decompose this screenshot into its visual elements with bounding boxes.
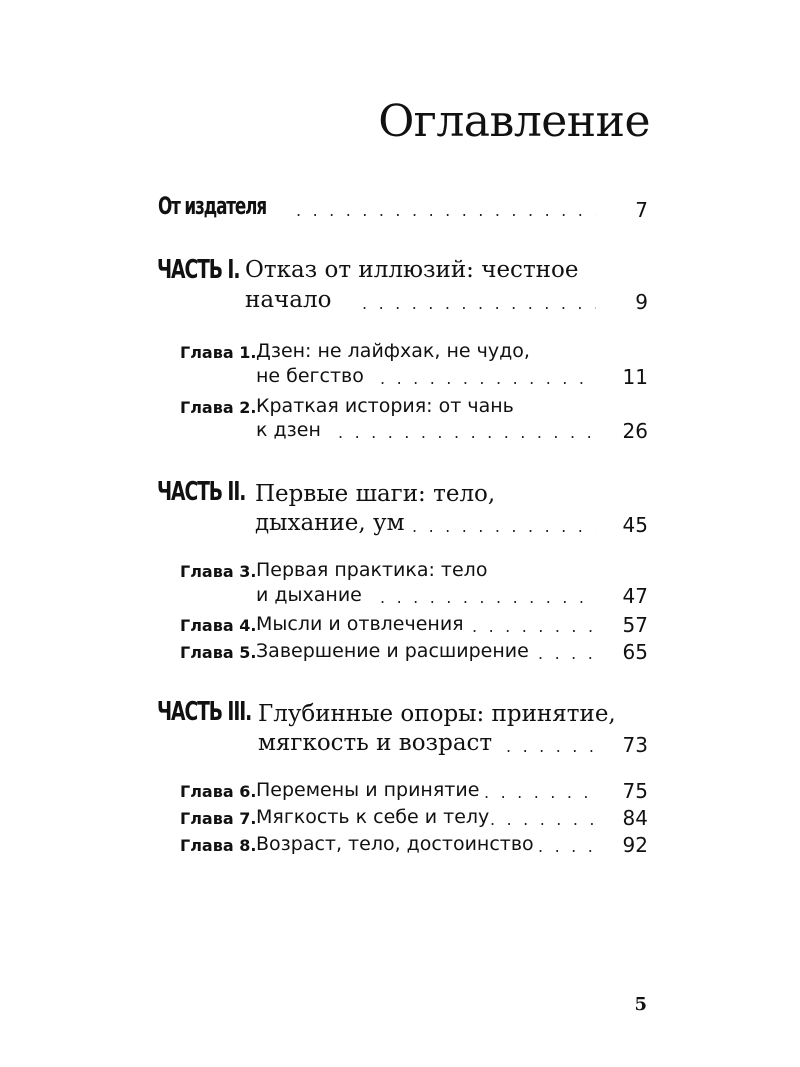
leader-dots (380, 588, 596, 607)
publisher-label: От издателя (158, 192, 266, 220)
page-number: 84 (622, 806, 648, 830)
leader-dots (490, 810, 596, 829)
leader-dots (380, 369, 596, 388)
part-heading[interactable] (0, 697, 800, 729)
chapter-label: Глава 1. (180, 343, 257, 362)
page-number: 45 (622, 513, 648, 537)
page-number: 57 (622, 613, 648, 637)
page-number: 65 (622, 640, 648, 664)
leader-dots (506, 737, 596, 756)
page-number: 73 (622, 733, 648, 757)
leader-dots (484, 783, 596, 802)
part-heading-cont[interactable] (0, 730, 800, 762)
chapter-title-cont: не бегство (256, 365, 364, 387)
chapter-title: Мягкость к себе и телу (256, 806, 490, 828)
chapter-title: Завершение и расширение (256, 640, 529, 662)
leader-dots (472, 617, 596, 636)
page-number: 47 (622, 584, 648, 608)
chapter-label: Глава 8. (180, 836, 257, 855)
chapter-title: Перемены и принятие (256, 779, 480, 801)
part-label: ЧАСТЬ II. (157, 477, 246, 507)
part-label: ЧАСТЬ I. (157, 255, 240, 285)
leader-dots (338, 423, 596, 442)
chapter-label: Глава 4. (180, 616, 257, 635)
chapter-label: Глава 3. (180, 562, 257, 581)
chapter-label: Глава 6. (180, 782, 257, 801)
part-title-cont: мягкость и возраст (258, 730, 493, 756)
part-title-cont: дыхание, ум (255, 510, 405, 536)
toc-chapter-cont[interactable] (0, 419, 800, 451)
chapter-title-cont: и дыхание (256, 584, 362, 606)
chapter-title: Мысли и отвлечения (256, 613, 464, 635)
chapter-title-cont: к дзен (256, 419, 321, 441)
leader-dots (538, 837, 596, 856)
page-number: 26 (622, 419, 648, 443)
part-title: Глубинные опоры: принятие, (258, 701, 616, 727)
part-title: Отказ от иллюзий: честное (245, 257, 579, 283)
part-heading-cont[interactable] (0, 287, 800, 319)
leader-dots (538, 644, 596, 663)
leader-dots (412, 517, 596, 536)
part-heading-cont[interactable] (0, 510, 800, 542)
leader-dots (296, 201, 596, 220)
chapter-title: Дзен: не лайфхак, не чудо, (256, 340, 530, 362)
part-heading[interactable] (0, 255, 800, 287)
toc-entry-publisher[interactable] (0, 192, 800, 224)
part-heading[interactable] (0, 477, 800, 509)
part-title-cont: начало (245, 287, 332, 313)
part-label: ЧАСТЬ III. (157, 697, 252, 727)
chapter-title: Первая практика: тело (256, 559, 488, 581)
toc-chapter[interactable] (0, 831, 800, 863)
part-title: Первые шаги: тело, (255, 481, 496, 507)
chapter-label: Глава 5. (180, 643, 257, 662)
chapter-label: Глава 2. (180, 398, 257, 417)
chapter-label: Глава 7. (180, 809, 257, 828)
chapter-title: Возраст, тело, достоинство (256, 833, 534, 855)
page-number: 75 (622, 779, 648, 803)
page-title: Оглавление (378, 96, 650, 147)
page-number: 92 (622, 833, 648, 857)
page-number: 7 (635, 198, 648, 222)
leader-dots (362, 294, 596, 313)
page-number: 11 (622, 365, 648, 389)
page-number: 9 (635, 290, 648, 314)
toc-chapter[interactable] (0, 638, 800, 670)
page-folio: 5 (634, 994, 647, 1015)
chapter-title: Краткая история: от чань (256, 395, 514, 417)
